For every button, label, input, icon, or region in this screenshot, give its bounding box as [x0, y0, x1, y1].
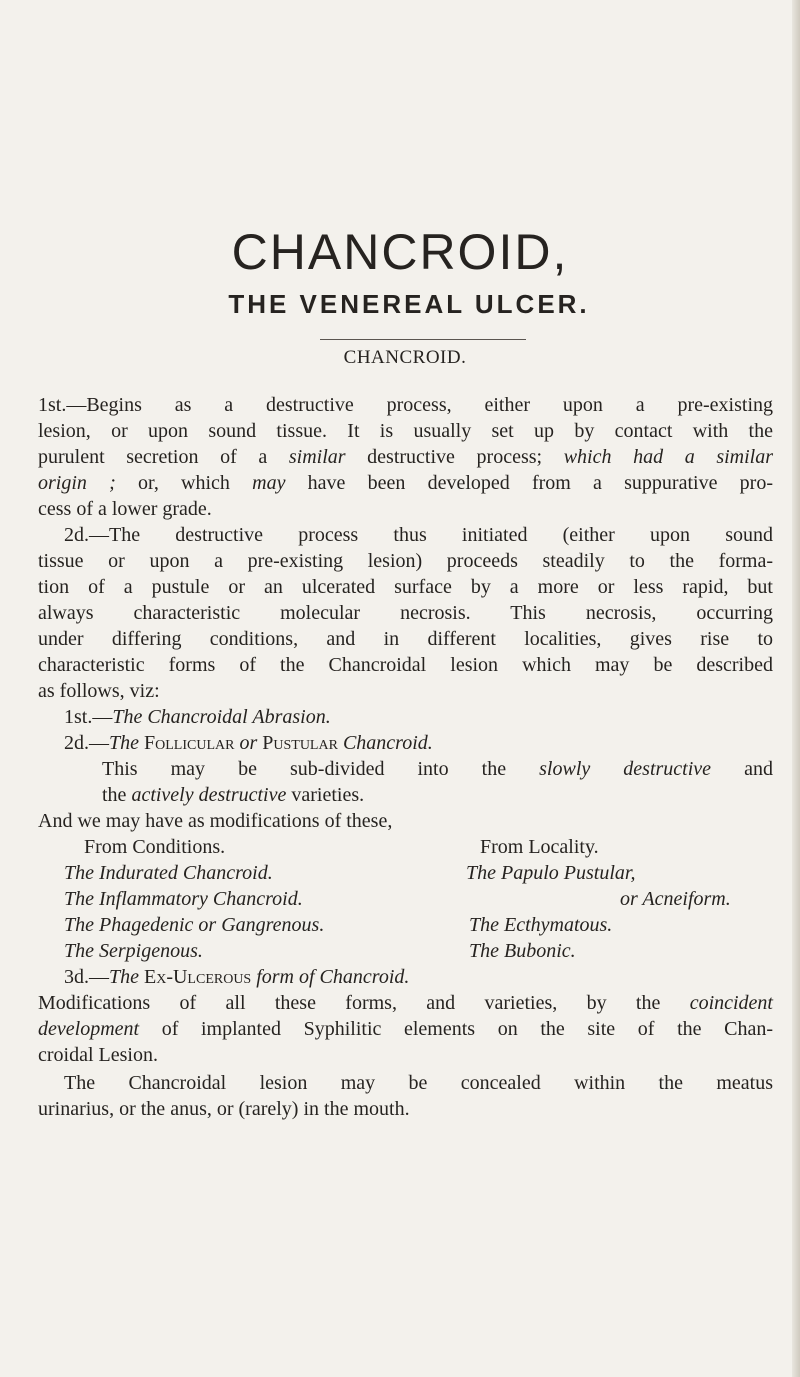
condition-item: The Indurated Chancroid. [64, 862, 273, 884]
condition-item: The Phagedenic or Gangrenous. [64, 914, 325, 936]
para4-line2: urinarius, or the anus, or (rarely) in the mouth. [38, 1098, 410, 1120]
para3-line1: Modifications of all these forms, and varieties, by the coincident [38, 992, 773, 1014]
item-2: 2d.—The Follicular or Pustular Chancroid. [64, 732, 433, 754]
para1-line5: cess of a lower grade. [38, 498, 212, 520]
para2-line6: characteristic forms of the Chancroidal lesion which may be described [38, 654, 773, 676]
para1-line2: lesion, or upon sound tissue. It is usually set up by contact with the [38, 420, 773, 442]
condition-item: The Inflammatory Chancroid. [64, 888, 303, 910]
item-1: 1st.—The Chancroidal Abrasion. [64, 706, 331, 728]
page-title: CHANCROID, [231, 224, 569, 280]
para1-line1: 1st.—Begins as a destructive process, either upon a pre-existing [38, 394, 773, 416]
section-heading: CHANCROID. [343, 347, 467, 368]
modifications-intro: And we may have as modifications of these, [38, 810, 393, 832]
para2-line5: under differing conditions, and in different localities, gives rise to [38, 628, 773, 650]
page-edge [792, 0, 800, 1377]
locality-item: The Ecthymatous. [469, 914, 613, 936]
page-subtitle: THE VENEREAL ULCER. [228, 289, 590, 319]
locality-item: or Acneiform. [620, 888, 731, 910]
para4-line1: The Chancroidal lesion may be concealed within the meatus [64, 1072, 773, 1094]
column-head-locality: From Locality. [480, 836, 599, 858]
para2-line2: tissue or upon a pre-existing lesion) proceeds steadily to the forma- [38, 550, 773, 572]
para2-line4: always characteristic molecular necrosis. This necrosis, occurring [38, 602, 773, 624]
para2-line1: 2d.—The destructive process thus initiated (either upon sound [64, 524, 773, 546]
item-3: 3d.—The Ex-Ulcerous form of Chancroid. [64, 966, 410, 988]
para3-line3: croidal Lesion. [38, 1044, 158, 1066]
condition-item: The Serpigenous. [64, 940, 203, 962]
para1-line3: purulent secretion of a similar destructive process; which had a similar [38, 446, 774, 468]
subdivision-line1: This may be sub-divided into the slowly destructive and [102, 758, 773, 780]
para1-line4: origin ; or, which may have been developed from a suppurative pro- [38, 472, 773, 494]
para2-line7: as follows, viz: [38, 680, 160, 702]
locality-item: The Papulo Pustular, [466, 862, 636, 884]
subdivision-line2: the actively destructive varieties. [102, 784, 365, 806]
locality-item: The Bubonic. [469, 940, 576, 962]
para3-line2: development of implanted Syphilitic elements on the site of the Chan- [38, 1018, 773, 1040]
title-divider [320, 339, 526, 340]
para2-line3: tion of a pustule or an ulcerated surface by a more or less rapid, but [38, 576, 773, 598]
column-head-conditions: From Conditions. [84, 836, 226, 858]
